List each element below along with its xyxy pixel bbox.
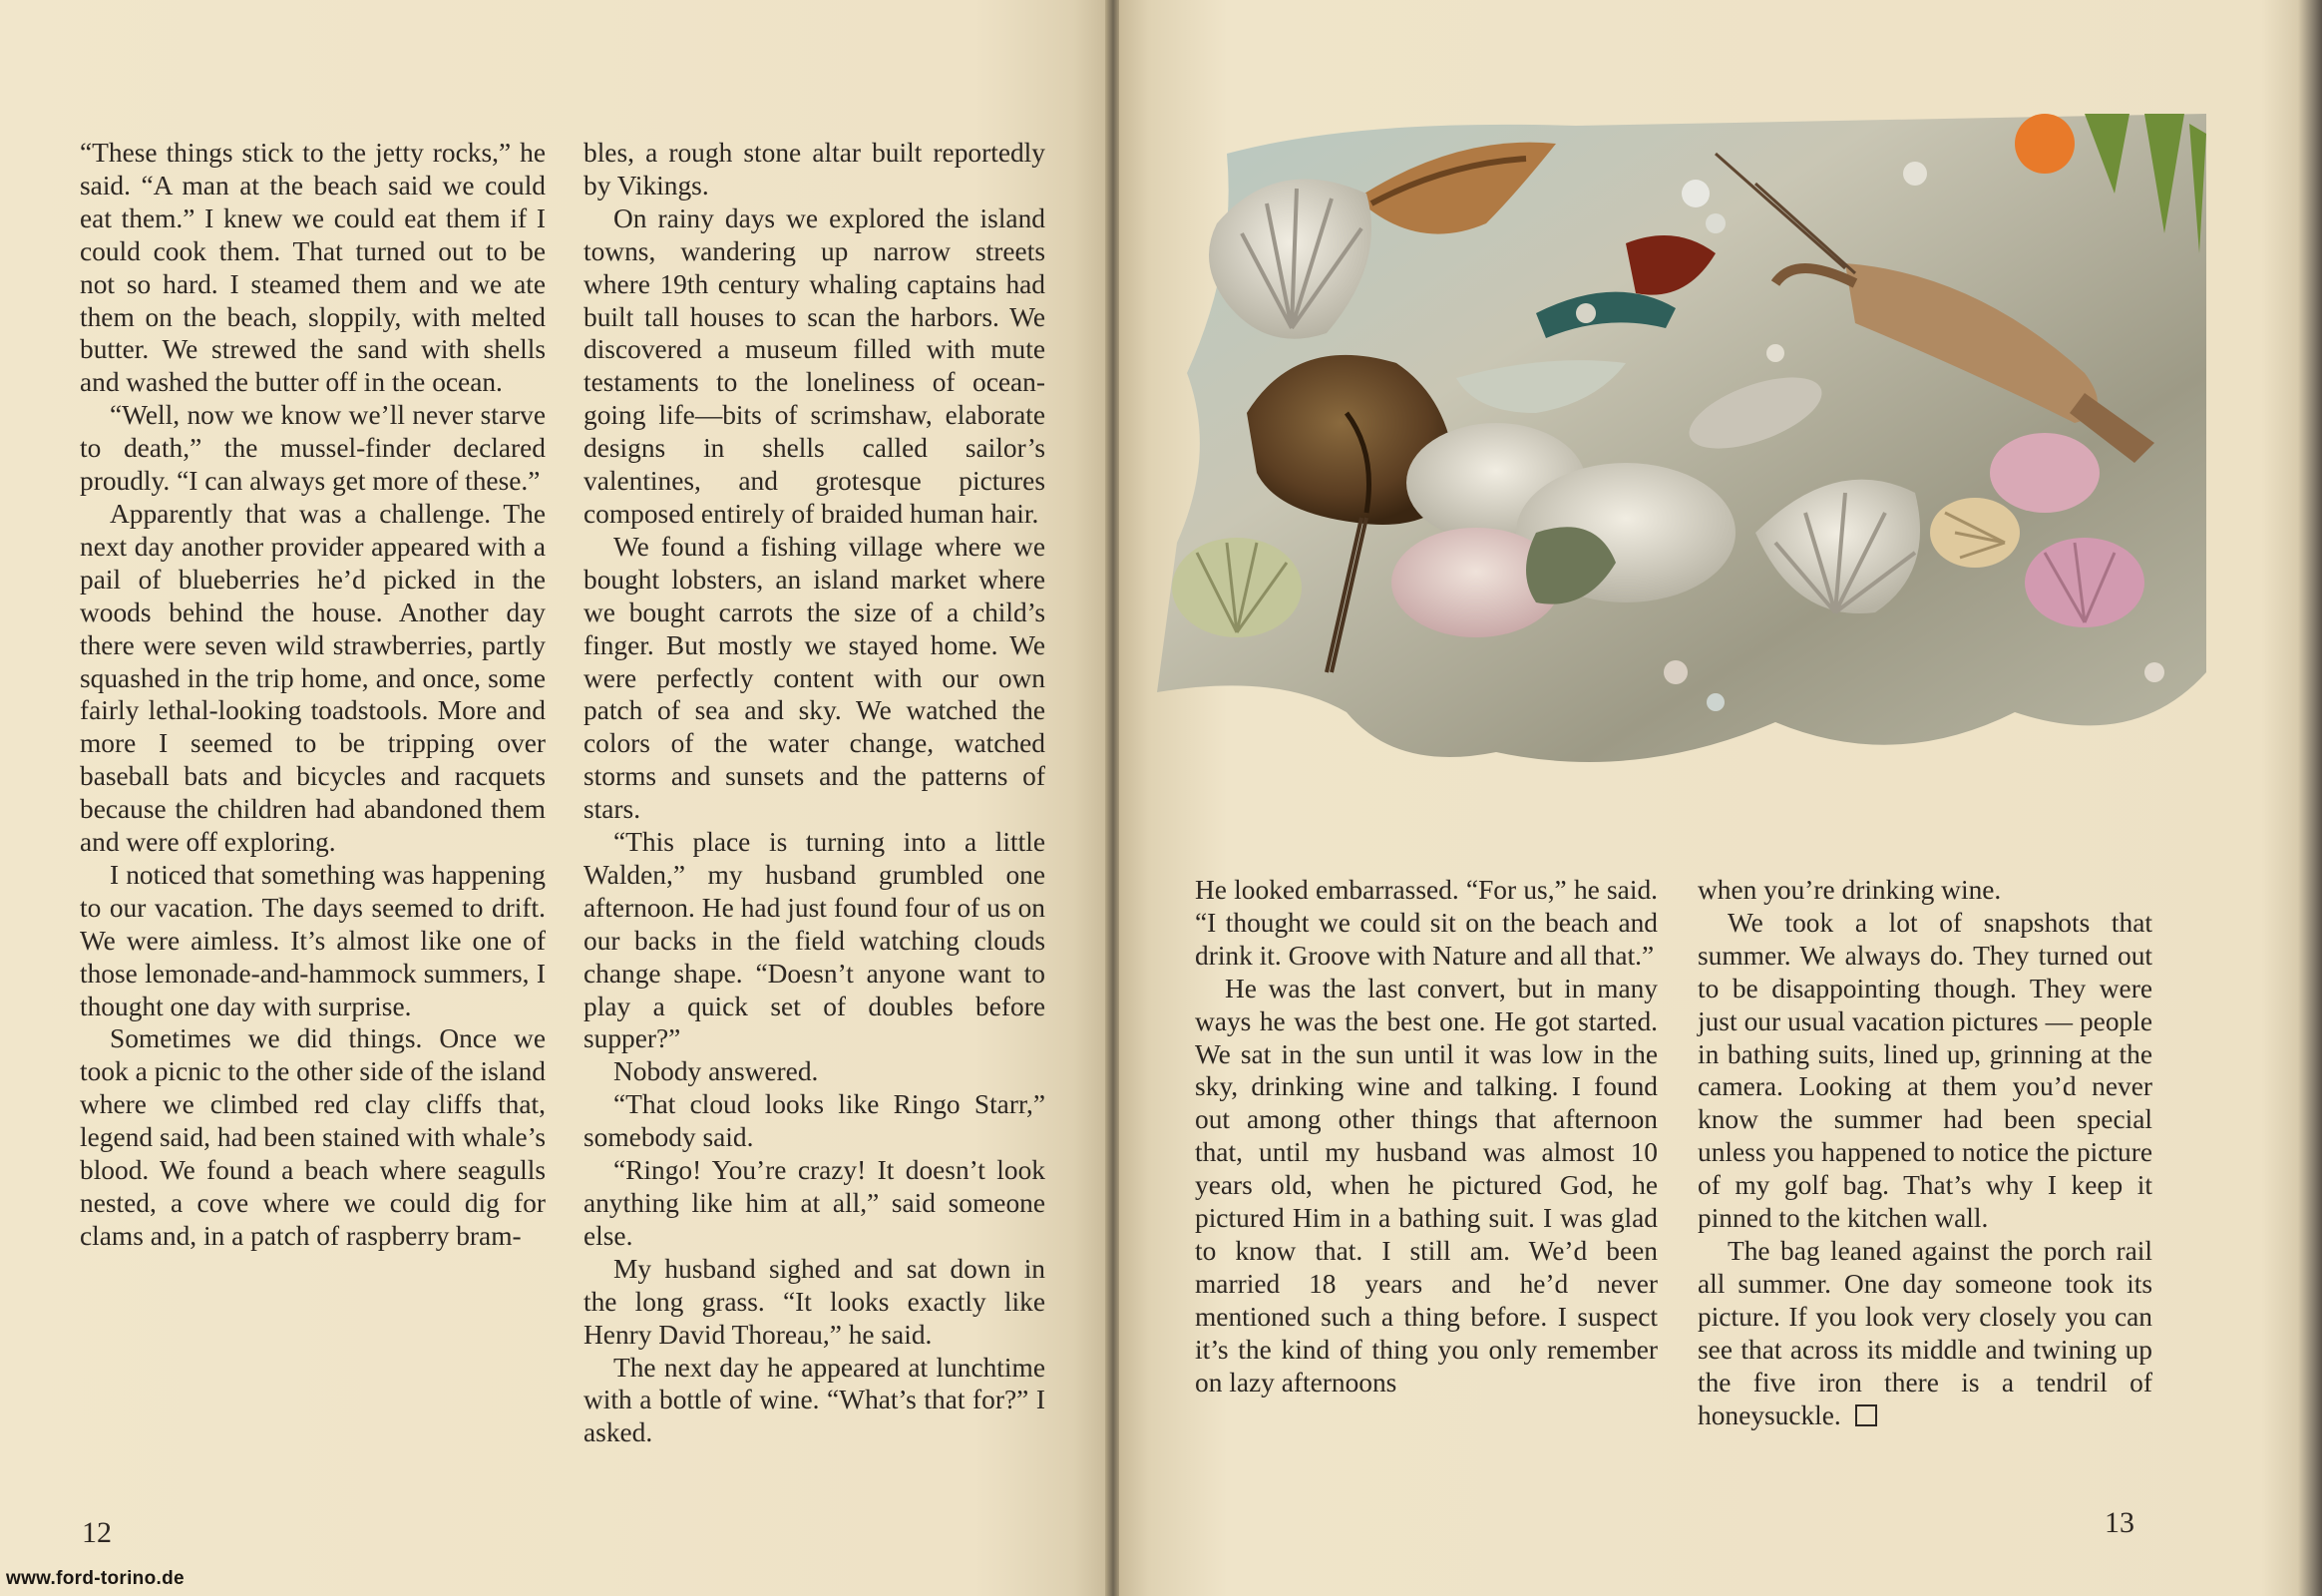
paragraph: The next day he appeared at lunchtime with a bottle of wine. “What’s that for?” I asked. bbox=[583, 1352, 1045, 1448]
paragraph-text: The bag leaned against the porch rail all summer. One day someone took its picture. If you look very closely you can see that across its middle and twining up the five iron there is a tendril of honeysuckle. bbox=[1698, 1235, 2152, 1430]
paragraph: We found a fishing village where we bought lobsters, an island market where we bought carrots the size of a child’s finger. But mostly we stayed home. We were perfectly content with our own patch of sea and sky. We watched the colors of the water change, watched storms and sunsets and the patterns of stars. bbox=[583, 531, 1045, 825]
paragraph: He looked embarrassed. “For us,” he said. “I thought we could sit on the beach and drink it. Groove with Nature and all that.” bbox=[1195, 875, 1658, 971]
paragraph: “That cloud looks like Ringo Starr,” somebody said. bbox=[583, 1089, 1045, 1153]
right-page-column-1 bbox=[1195, 874, 1658, 1399]
watermark: www.ford-torino.de bbox=[6, 1568, 185, 1589]
left-page-column-1 bbox=[80, 137, 546, 1253]
paragraph: Nobody answered. bbox=[613, 1056, 819, 1087]
paragraph: We took a lot of snapshots that summer. We always do. They turned out to be disappointing though. They were just our usual vacation pictures — people in bathing suits, lined up, grinning at the camera. Looking at them you’d never know the summer had been special unless you happened to notice the picture of my golf bag. That’s why I keep it pinned to the kitchen wall. bbox=[1698, 907, 2152, 1234]
paragraph: Sometimes we did things. Once we took a picnic to the other side of the island where we climbed red clay cliffs that, legend said, had been stained with whale’s blood. We found a beach where seagulls nested, a cove where we could dig for clams and, in a patch of raspberry bram- bbox=[80, 1023, 546, 1251]
paragraph: Apparently that was a challenge. The next day another provider appeared with a pail of blueberries he’d picked in the woods behind the house. Another day there were seven wild strawberries, partly squashed in the trip home, and once, some fairly lethal-looking toadstools. More and more I seemed to be tripping over baseball bats and bicycles and racquets because the children had abandoned them and were off exploring. bbox=[80, 498, 546, 858]
paragraph: On rainy days we explored the island towns, wandering up narrow streets where 19th century whaling captains had built tall houses to scan the harbors. We discovered a museum filled with mute testaments to the loneliness of ocean-going life—bits of scrimshaw, elaborate designs in shells called sailor’s valentines, and grotesque pictures composed entirely of braided human hair. bbox=[583, 202, 1045, 529]
paragraph: My husband sighed and sat down in the long grass. “It looks exactly like Henry David Thoreau,” he said. bbox=[583, 1253, 1045, 1350]
left-page bbox=[0, 0, 1107, 1596]
paragraph bbox=[1698, 1235, 2152, 1431]
paragraph: “This place is turning into a little Walden,” my husband grumbled one afternoon. He had just found four of us on our backs in the field watching clouds change shape. “Doesn’t anyone want to play a quick set of doubles before supper?” bbox=[583, 827, 1045, 1054]
page-number-right: 13 bbox=[2105, 1506, 2134, 1539]
left-page-column-2 bbox=[583, 137, 1045, 1449]
paragraph: “These things stick to the jetty rocks,” he said. “A man at the beach said we could eat them.” I knew we could eat them if I could cook them. That turned out to be not so hard. I steamed them and we ate them on the beach, sloppily, with melted butter. We strewed the sand with shells and washed the butter off in the ocean. bbox=[80, 138, 546, 398]
page-number-left: 12 bbox=[82, 1516, 112, 1549]
paragraph: “Well, now we know we’ll never starve to death,” the mussel-finder declared proudly. “I can always get more of these.” bbox=[80, 400, 546, 497]
paragraph: He was the last convert, but in many ways he was the best one. He got started. We sat in the sun until it was low in the sky, drinking wine and talking. I found out among other things that afternoon that, until my husband was almost 10 years old, when he pictured God, he pictured Him in a bathing suit. I was glad to know that. I still am. We’d been married 18 years and he’d never mentioned such a thing before. I suspect it’s the kind of thing you only remember on lazy afternoons bbox=[1195, 973, 1658, 1397]
paragraph: “Ringo! You’re crazy! It doesn’t look anything like him at all,” said someone else. bbox=[583, 1155, 1045, 1251]
paragraph: when you’re drinking wine. bbox=[1698, 875, 2002, 905]
illustration-art bbox=[1157, 114, 2206, 782]
seashell-illustration bbox=[1157, 114, 2206, 782]
paragraph: bles, a rough stone altar built reportedly by Vikings. bbox=[583, 138, 1045, 200]
end-of-article-mark bbox=[1855, 1404, 1877, 1426]
right-page-column-2 bbox=[1698, 874, 2152, 1431]
paragraph: I noticed that something was happening to our vacation. The days seemed to drift. We were aimless. It’s almost like one of those lemonade-and-hammock summers, I thought one day with surprise. bbox=[80, 859, 546, 1021]
